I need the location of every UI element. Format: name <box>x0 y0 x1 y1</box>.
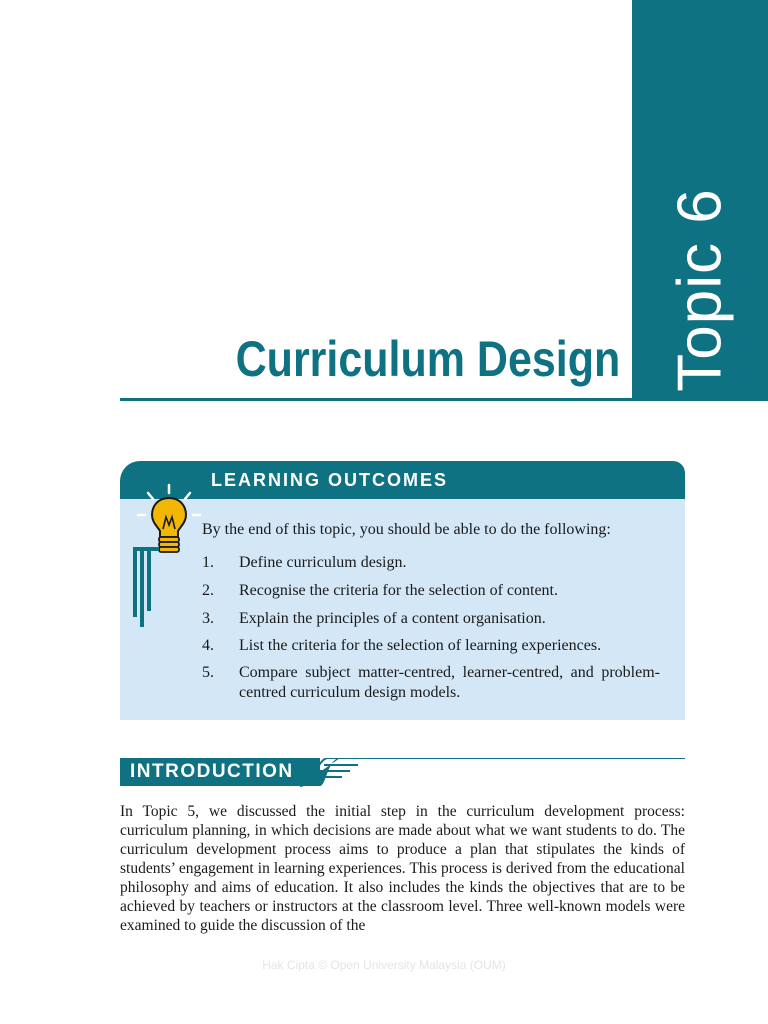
outcome-number: 4. <box>202 637 214 654</box>
outcome-text: Compare subject matter-centred, learner-centred, and problem-centred curriculum design models. <box>239 664 660 701</box>
topic-label: Topic 6 <box>665 188 735 392</box>
outcome-text: Define curriculum design. <box>239 554 407 571</box>
outcome-number: 1. <box>202 554 214 571</box>
page-title: Curriculum Design <box>235 331 620 387</box>
introduction-heading: INTRODUCTION <box>130 761 294 782</box>
outcome-text: List the criteria for the selection of learning experiences. <box>239 637 602 654</box>
learning-outcomes-intro: By the end of this topic, you should be able to do the following: <box>202 521 611 538</box>
outcome-number: 5. <box>202 664 214 681</box>
outcome-number: 2. <box>202 582 214 599</box>
copyright-footer: Hak Cipta © Open University Malaysia (OUM) <box>262 958 506 972</box>
learning-outcomes-box <box>120 461 685 720</box>
outcome-text: Recognise the criteria for the selection of content. <box>239 582 558 599</box>
lightbulb-icon <box>132 471 202 631</box>
learning-outcomes-header <box>120 461 685 499</box>
outcome-number: 3. <box>202 610 214 627</box>
outcome-text: Explain the principles of a content organisation. <box>239 610 546 627</box>
introduction-paragraph: In Topic 5, we discussed the initial step in the curriculum development process: curriculum planning, in which decisions are made about what we want students to do. The curriculum development process aims to produce a plan that stipulates the kinds of students’ engagement in learning experiences. This process is derived from the educational philosophy and aims of education. It also includes the kinds the objectives that are to be achieved by teachers or instructors at the classroom level. Three well-known models were examined to guide the discussion of the <box>120 803 685 934</box>
learning-outcomes-title: LEARNING OUTCOMES <box>211 470 449 490</box>
title-rule <box>120 398 632 401</box>
heading-decoration-lines <box>300 758 685 788</box>
